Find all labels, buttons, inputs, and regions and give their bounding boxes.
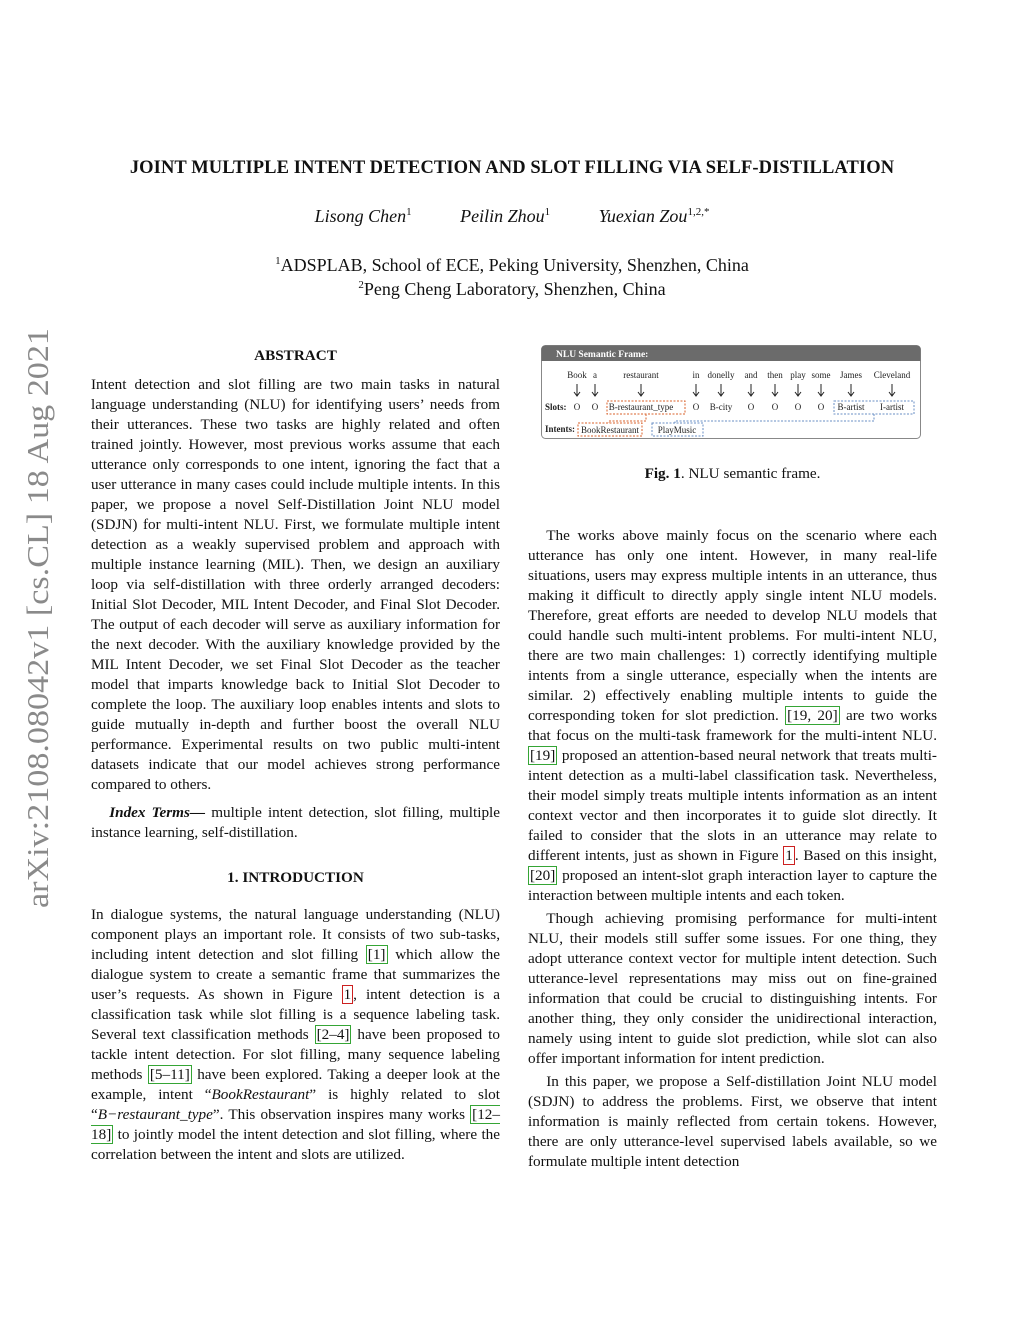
- left-column: [91, 346, 500, 1165]
- figure-word: Cleveland: [873, 370, 911, 380]
- citation-link[interactable]: [20]: [530, 867, 556, 884]
- figure-word: restaurant: [623, 370, 659, 380]
- figure-word: and: [744, 370, 758, 380]
- paper-title: JOINT MULTIPLE INTENT DETECTION AND SLOT FILLING VIA SELF-DISTILLATION: [129, 158, 895, 178]
- intents-label: Intents:: [545, 424, 576, 434]
- citation-link[interactable]: [1]: [367, 946, 386, 963]
- affiliation: $^2$Peng Cheng Laboratory, Shenzhen, China: [358, 279, 666, 299]
- figure-slot-tag: I-artist: [880, 402, 904, 412]
- figure-word: some: [811, 370, 831, 380]
- figure-slot-tag: O: [573, 402, 581, 412]
- abstract-text: Intent detection and slot filling are two main tasks in natural language understanding (NLU) for identifying users’ needs from their utterances. These two tasks are highly related and often trained jointly. However, most previous works assume that each utterance only corresponds to one intent, ignoring the fact that a user utterance in many cases could include multiple intents. In this paper, we propose a novel Self-Distillation Joint NLU model (SDJN) for multi-intent NLU. First, we formulate multiple intent detection as a weakly supervised problem and approach with multiple instance learning (MIL). Then, we design an auxiliary loop via self-distillation with three orderly arranged decoders: Initial Slot Decoder, MIL Intent Decoder, and Final Slot Decoder. The output of each decoder will serve as auxiliary information for the next decoder. With the auxiliary knowledge provided by the MIL Intent Decoder, we set Final Slot Decoder as the teacher model that imparts knowledge back to Initial Slot Decoder to complete the loop. The auxiliary loop enables intents and slots to guide mutually in-depth and further boost the overall NLU performance. Experimental results on two public multi-intent datasets indicate that our model achieves strong performance compared to others.: [91, 376, 500, 793]
- figure-word: a: [593, 370, 597, 380]
- figure-slot-tag: O: [794, 402, 802, 412]
- figure-slot-tag: O: [692, 402, 700, 412]
- citation-link[interactable]: [2–4]: [316, 1026, 350, 1043]
- author: Peilin Zhou$^1$: [460, 206, 551, 226]
- author: Lisong Chen$^1$: [314, 206, 412, 226]
- figure-word: then: [767, 370, 783, 380]
- intro-paragraph: In dialogue systems, the natural language understanding (NLU) component plays an important role. It consists of two sub-tasks, including intent detection and slot filling [1] which allow the dialogue system to create a semantic frame that summarizes the user’s requests. As shown in Figure 1 , intent detection is a classification task while slot filling is a sequence labeling task. Several text classification methods [2–4] have been proposed to tackle intent detection. For slot filling, many sequence labeling methods [5–11] have been explored. Taking a deeper look at the example, intent “BookRestaurant” is highly related to slot “B−restaurant_type”. This observation inspires many works [12–18] to jointly model the intent detection and slot filling, where the correlation between the intent and slots are utilized.: [91, 906, 500, 1163]
- intent-bookrestaurant: BookRestaurant: [581, 425, 639, 435]
- figure-word: donelly: [707, 370, 735, 380]
- body-paragraph: In this paper, we propose a Self-distillation Joint NLU model (SDJN) to address the problems. First, we observe that intent information is mainly reflected from certain tokens. However, there are only utterance-level supervised labels available, so we formulate multiple intent detection: [528, 1073, 937, 1170]
- author: Yuexian Zou$^{1,2,*}$: [598, 206, 710, 226]
- figure-slot-tag: B-city: [709, 402, 733, 412]
- slots-label: Slots:: [545, 402, 567, 412]
- citation-link[interactable]: [19, 20]: [787, 707, 838, 724]
- body-paragraph: The works above mainly focus on the scenario where each utterance has only one intent. However, in many real-life situations, users may express multiple intents in an utterance, thus making it difficult to directly apply single intent NLU models. Therefore, great efforts are needed to develop NLU models that could handle such multi-intent problems. For multi-intent NLU, there are two main challenges: 1) correctly identifying multiple intents from a single utterance, especially when the intents are similar. 2) effectively enabling multiple intents to guide the corresponding token for slot prediction. [19, 20] are two works that focus on the multi-task framework for the multi-intent NLU. [19] proposed an attention-based neural network that treats multi-intent detection as a multi-label classification task. Nevertheless, their model simply treats multiple intents information as an intent context vector and then incorporates it to guide slot directly. It failed to consider that the slots in an utterance may relate to different intents, just as shown in Figure 1 . Based on this insight, [20] proposed an intent-slot graph interaction layer to capture the interaction between multiple intents and each token.: [528, 527, 937, 904]
- intro-heading: 1. INTRODUCTION: [227, 869, 364, 886]
- figure-slot-tag: B-restaurant_type: [608, 402, 674, 412]
- body-paragraph: Though achieving promising performance for multi-intent NLU, their models still suffer some issues. For one thing, they adopt utterance context vector for multiple intent detection. Such utterance-level representations may miss out on fine-grained information that could be crucial to distinguishing intents. For another thing, they only consider the unidirectional interaction, namely using intent to guide slot prediction, while slot can also offer important information for intent prediction.: [528, 910, 937, 1067]
- figure-word: in: [692, 370, 700, 380]
- index-terms: Index Terms— multiple intent detection, slot filling, multiple instance learning, self-distillation.: [91, 804, 500, 841]
- arxiv-stamp: [10, 310, 58, 910]
- figure-link[interactable]: 1: [785, 847, 793, 864]
- figure-word: Book: [567, 370, 587, 380]
- figure-slot-tag: O: [591, 402, 599, 412]
- figure-nlu-semantic-frame: [541, 345, 921, 439]
- right-column: [528, 526, 937, 1172]
- figure-link[interactable]: 1: [343, 986, 352, 1003]
- intent-playmusic: PlayMusic: [657, 425, 697, 435]
- figure-slot-tag: B-artist: [837, 402, 865, 412]
- citation-link[interactable]: [12–18]: [91, 1106, 500, 1143]
- figure-slot-tag: O: [747, 402, 755, 412]
- arxiv-id: arXiv:2108.08042v1 [cs.CL] 18 Aug 2021: [20, 381, 55, 908]
- figure-caption: Fig. 1. NLU semantic frame.: [644, 465, 821, 482]
- affiliation: $^1$ADSPLAB, School of ECE, Peking University, Shenzhen, China: [275, 255, 749, 275]
- abstract-heading: ABSTRACT: [254, 347, 337, 364]
- figure-header: NLU Semantic Frame:: [556, 350, 649, 360]
- figure-word: James: [840, 370, 862, 380]
- figure-word: play: [790, 370, 806, 380]
- citation-link[interactable]: [19]: [530, 747, 556, 764]
- author-list: [0, 206, 1024, 227]
- citation-link[interactable]: [5–11]: [149, 1066, 190, 1083]
- figure-slot-tag: O: [771, 402, 779, 412]
- figure-slot-tag: O: [817, 402, 825, 412]
